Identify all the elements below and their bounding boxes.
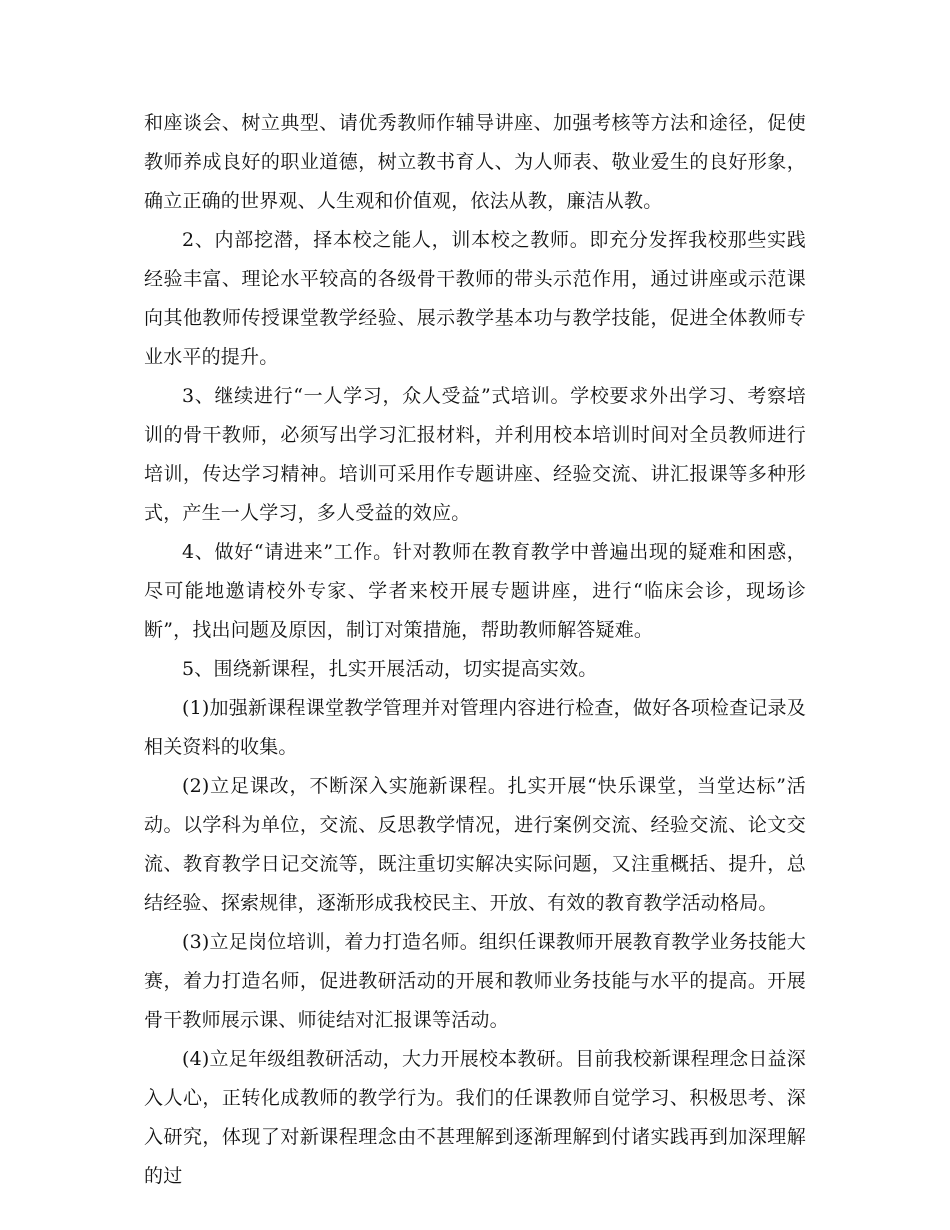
paragraph-subitem-2: (2)立足课改，不断深入实施新课程。扎实开展“快乐课堂，当堂达标”活动。以学科为单位，交流、反思教学情况，进行案例交流、经验交流、论文交流、教育教学日记交流等，既注重切实解决实际问题，又注重概括、提升，总结经验、探索规律，逐渐形成我校民主、开放、有效的教育教学活动格局。 — [144, 775, 806, 914]
paragraph-item-2: 2、内部挖潜，择本校之能人，训本校之教师。即充分发挥我校那些实践经验丰富、理论水平较高的各级骨干教师的带头示范作用，通过讲座或示范课向其他教师传授课堂教学经验、展示教学基本功与教学技能，促进全体教师专业水平的提升。 — [144, 229, 806, 368]
paragraph-subitem-3: (3)立足岗位培训，着力打造名师。组织任课教师开展教育教学业务技能大赛，着力打造名师，促进教研活动的开展和教师业务技能与水平的提高。开展骨干教师展示课、师徒结对汇报课等活动。 — [144, 931, 806, 1031]
paragraph-subitem-1: (1)加强新课程课堂教学管理并对管理内容进行检查，做好各项检查记录及相关资料的收集。 — [144, 697, 806, 758]
paragraph-subitem-4: (4)立足年级组教研活动，大力开展校本教研。目前我校新课程理念日益深入人心，正转化成教师的教学行为。我们的任课教师自觉学习、积极思考、深入研究，体现了对新课程理念由不甚理解到逐渐理解到付诸实践再到加深理解的过 — [144, 1048, 806, 1187]
paragraph-item-5: 5、围绕新课程，扎实开展活动，切实提高实效。 — [182, 658, 598, 680]
paragraph-item-3: 3、继续进行“一人学习，众人受益”式培训。学校要求外出学习、考察培训的骨干教师，必须写出学习汇报材料，并利用校本培训时间对全员教师进行培训，传达学习精神。培训可采用作专题讲座、经验交流、讲汇报课等多种形式，产生一人学习，多人受益的效应。 — [144, 385, 806, 524]
paragraph-continuation: 和座谈会、树立典型、请优秀教师作辅导讲座、加强考核等方法和途径，促使教师养成良好的职业道德，树立教书育人、为人师表、敬业爱生的良好形象，确立正确的世界观、人生观和价值观，依法从教，廉洁从教。 — [144, 112, 806, 212]
paragraph-item-4: 4、做好“请进来”工作。针对教师在教育教学中普遍出现的疑难和困惑，尽可能地邀请校外专家、学者来校开展专题讲座，进行“临床会诊，现场诊断”，找出问题及原因，制订对策措施，帮助教师解答疑难。 — [144, 541, 806, 641]
document-page — [144, 104, 806, 1196]
